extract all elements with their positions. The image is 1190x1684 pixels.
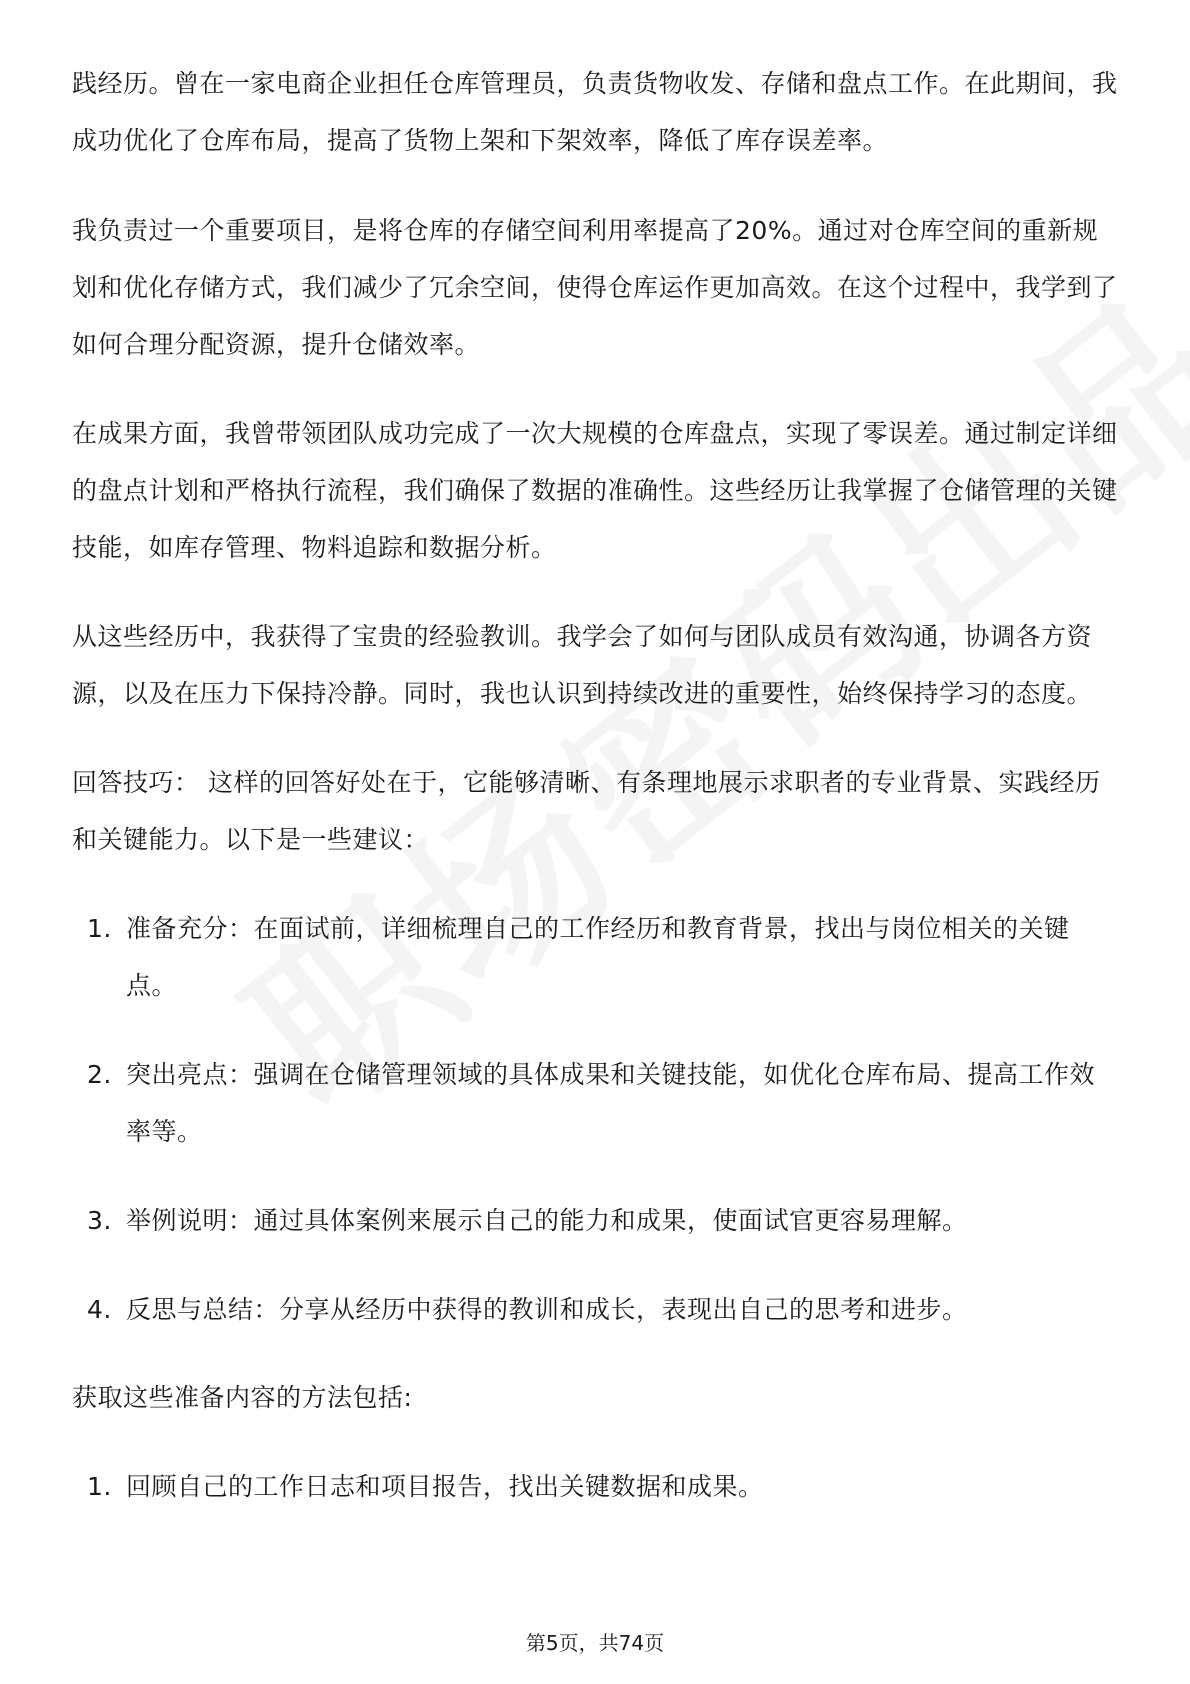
methods-list [72,1458,1118,1515]
list-item-number: 4. [87,1295,112,1324]
methods-heading: 获取这些准备内容的方法包括: [72,1383,413,1412]
paragraph-project: 我负责过一个重要项目，是将仓库的存储空间利用率提高了20%。通过对仓库空间的重新规划和优化存储方式，我们减少了冗余空间，使得仓库运作更加高效。在这个过程中，我学到了如何合理分配资源，提升仓储效率。 [72,216,1118,359]
list-item [72,1192,1118,1249]
tips-list [72,900,1118,1338]
paragraph-answer-tips: 回答技巧： 这样的回答好处在于，它能够清晰、有条理地展示求职者的专业背景、实践经历和关键能力。以下是一些建议： [72,768,1101,854]
page-content [72,55,1118,1546]
list-item [72,1458,1118,1515]
list-item [72,1046,1118,1160]
list-item-text: 举例说明：通过具体案例来展示自己的能力和成果，使面试官更容易理解。 [126,1206,968,1235]
list-item [72,1281,1118,1338]
list-item-number: 1. [87,914,112,943]
paragraph-achievement: 在成果方面，我曾带领团队成功完成了一次大规模的仓库盘点，实现了零误差。通过制定详细的盘点计划和严格执行流程，我们确保了数据的准确性。这些经历让我掌握了仓储管理的关键技能，如库存管理、物料追踪和数据分析。 [72,419,1118,562]
page-number-footer: 第5页，共74页 [525,1631,665,1655]
paragraph-lessons: 从这些经历中，我获得了宝贵的经验教训。我学会了如何与团队成员有效沟通，协调各方资源，以及在压力下保持冷静。同时，我也认识到持续改进的重要性，始终保持学习的态度。 [72,622,1093,708]
list-item-text: 反思与总结：分享从经历中获得的教训和成长，表现出自己的思考和进步。 [126,1295,968,1324]
list-item-number: 1. [87,1472,112,1501]
list-item-text: 突出亮点：强调在仓储管理领域的具体成果和关键技能，如优化仓库布局、提高工作效率等。 [126,1060,1096,1146]
list-item-text: 回顾自己的工作日志和项目报告，找出关键数据和成果。 [126,1472,764,1501]
list-item-number: 3. [87,1206,112,1235]
paragraph-experience: 践经历。曾在一家电商企业担任仓库管理员，负责货物收发、存储和盘点工作。在此期间，我成功优化了仓库布局，提高了货物上架和下架效率，降低了库存误差率。 [72,69,1118,155]
list-item-number: 2. [87,1060,112,1089]
list-item-text: 准备充分：在面试前，详细梳理自己的工作经历和教育背景，找出与岗位相关的关键点。 [126,914,1070,1000]
list-item [72,900,1118,1014]
